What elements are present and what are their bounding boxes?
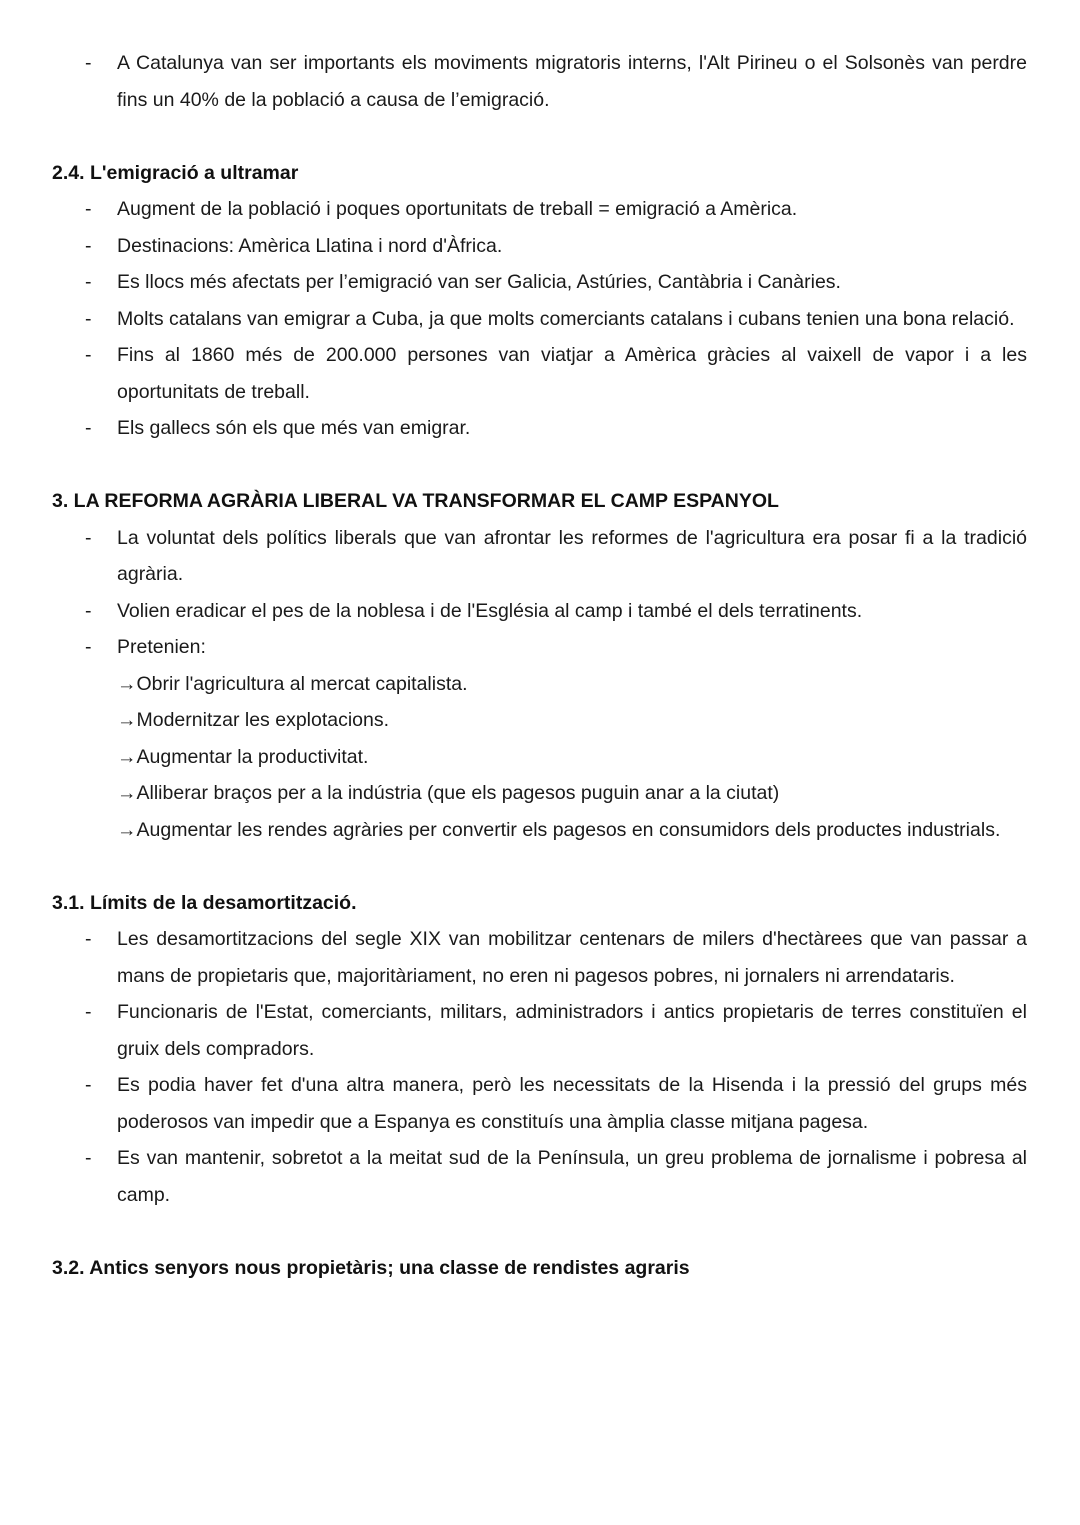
section-heading: 3.1. Límits de la desamortització. <box>52 891 357 914</box>
list-item: - Augment de la població i poques oportunitats de treball = emigració a Amèrica. <box>85 198 798 220</box>
section-heading: 2.4. L'emigració a ultramar <box>52 161 299 184</box>
list-item: - Es podia haver fet d'una altra manera, però les necessitats de la Hisenda i la pressió del grups més poderosos van impedir que a Espanya es constituís una àmplia classe mitjana pagesa. <box>85 1074 1027 1133</box>
list-item: - Els gallecs són els que més van emigrar. <box>85 417 471 439</box>
sub-item: →Alliberar braços per a la indústria (que els pagesos puguin anar a la ciutat) <box>117 782 780 804</box>
list-item: - La voluntat dels polítics liberals que van afrontar les reformes de l'agricultura era posar fi a la tradició agrària. <box>85 526 1027 585</box>
section-list <box>52 191 1027 447</box>
bullet-dash: - <box>85 52 92 74</box>
list-item: - Destinacions: Amèrica Llatina i nord d'Àfrica. <box>85 234 503 257</box>
sub-item: →Modernitzar les explotacions. <box>117 709 390 731</box>
list-item: - Molts catalans van emigrar a Cuba, ja que molts comerciants catalans i cubans tenien una bona relació. <box>85 307 1015 330</box>
list-item: - Funcionaris de l'Estat, comerciants, militars, administradors i antics propietaris de terres constituïen el gruix dels compradors. <box>85 1001 1027 1060</box>
intro-list <box>52 45 1027 118</box>
list-item: - Les desamortitzacions del segle XIX van mobilitzar centenars de milers d'hectàrees que van passar a mans de propietaris que, majoritàriament, no eren ni pagesos pobres, ni jornalers ni arrendataris. <box>85 928 1027 987</box>
section-heading: 3. LA REFORMA AGRÀRIA LIBERAL VA TRANSFORMAR EL CAMP ESPANYOL <box>52 490 779 512</box>
section-list <box>52 921 1027 1213</box>
list-item: - Volien eradicar el pes de la noblesa i de l'Església al camp i també el dels terratinents. <box>85 599 863 622</box>
section-heading: 3.2. Antics senyors nous propietàris; una classe de rendistes agraris <box>52 1256 690 1279</box>
section-list <box>52 520 1027 666</box>
list-item: - Es llocs més afectats per l’emigració van ser Galicia, Astúries, Cantàbria i Canàries. <box>85 271 841 293</box>
sub-item: →Augmentar les rendes agràries per convertir els pagesos en consumidors dels productes industrials. <box>117 818 1001 841</box>
list-item: - Pretenien: <box>85 636 206 658</box>
sub-item: →Obrir l'agricultura al mercat capitalista. <box>117 672 468 695</box>
list-item: - Fins al 1860 més de 200.000 persones van viatjar a Amèrica gràcies al vaixell de vapor i a les oportunitats de treball. <box>85 344 1027 403</box>
list-item: - A Catalunya van ser importants els moviments migratoris interns, l'Alt Pirineu o el Solsonès van perdre fins un 40% de la població a causa de l’emigració. <box>52 45 1027 118</box>
sub-item: →Augmentar la productivitat. <box>117 745 369 768</box>
list-item: - Es van mantenir, sobretot a la meitat sud de la Península, un greu problema de jornalisme i pobresa al camp. <box>85 1147 1027 1206</box>
